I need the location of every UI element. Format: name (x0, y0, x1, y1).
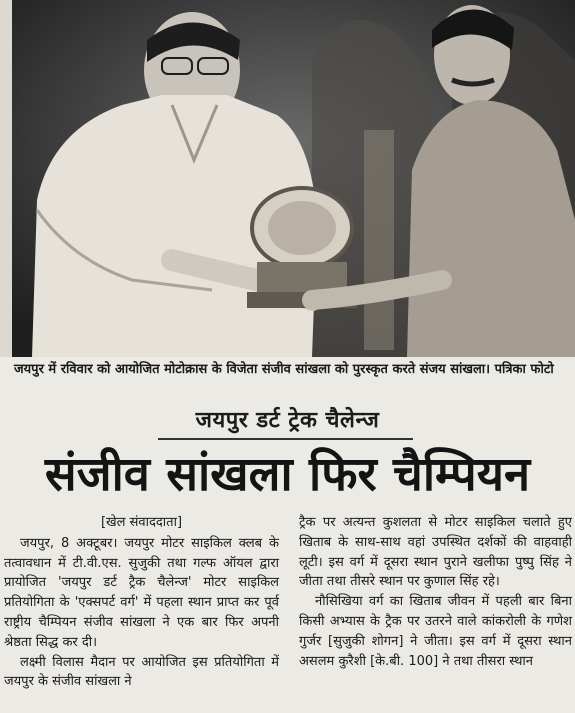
kicker-heading: जयपुर डर्ट ट्रेक चैलेन्ज (195, 408, 380, 433)
award-photo (12, 0, 575, 357)
kicker-underline (158, 438, 413, 440)
award-photo-illustration (12, 0, 575, 357)
headline: संजीव सांखला फिर चैम्पियन (44, 447, 531, 502)
article-column-right (299, 513, 572, 671)
article-paragraph: लक्ष्मी विलास मैदान पर आयोजित इस प्रतियोगिता में जयपुर के संजीव सांखला ने (4, 654, 279, 690)
dateline-tag: [खेल संवाददाता] (100, 515, 183, 530)
article-paragraph: ट्रैक पर अत्यन्त कुशलता से मोटर साइकिल चलाते हुए खिताब के साथ-साथ वहां उपस्थित दर्शकों की वाहवाही लूटी। इस वर्ग में दूसरा स्थान पुराने खलीफा पुष्पु सिंह ने जीता तथा तीसरे स्थान पर कुणाल सिंह रहे। (299, 515, 572, 590)
article-column-left (4, 513, 279, 692)
article-paragraph: जयपुर, 8 अक्टूबर। जयपुर मोटर साइकिल क्लब के तत्वावधान में टी.वी.एस. सुजुकी तथा गल्फ ऑयल द्वारा प्रायोजित 'जयपुर डर्ट ट्रैक चैलेन्ज' मोटर साइकिल प्रतियोगिता के 'एक्सपर्ट वर्ग' में पहला स्थान प्राप्त कर पूर्व राष्ट्रीय चैम्पियन संजीव सांखला ने एक बार फिर अपनी श्रेष्ठता सिद्ध कर दी। (4, 535, 279, 650)
article-paragraph: नौसिखिया वर्ग का खिताब जीवन में पहली बार बिना किसी अभ्यास के ट्रैक पर उतरने वाले कांकरोली के गणेश गुर्जर [सुजुकी शोगन] ने जीता। इस वर्ग में दूसरा स्थान असलम कुरैशी [के.बी. 100] ने तथा तीसरा स्थान (299, 594, 572, 669)
clipping-edge (0, 0, 12, 357)
photo-caption: जयपुर में रविवार को आयोजित मोटोक्रास के विजेता संजीव सांखला को पुरस्कृत करते संजय सांखला। पत्रिका फोटो (14, 362, 554, 377)
